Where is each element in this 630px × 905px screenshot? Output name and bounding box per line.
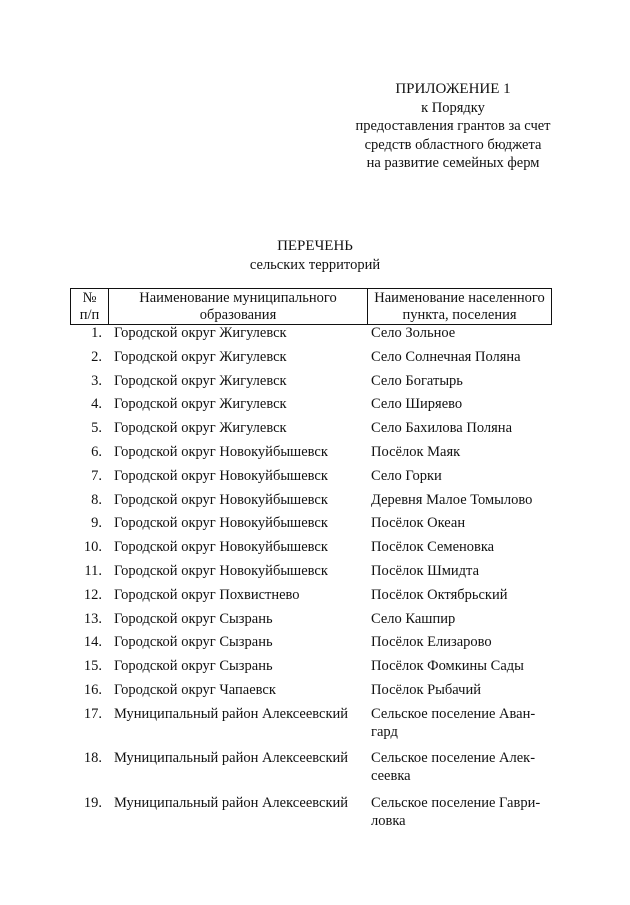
row-municipality: Городской округ Жигулевск	[114, 372, 287, 389]
title-main: ПЕРЕЧЕНЬ	[277, 238, 353, 254]
row-settlement: Посёлок Маяк	[371, 443, 461, 460]
row-number: 13.	[83, 610, 102, 627]
row-settlement: Село Зольное	[371, 325, 456, 341]
appendix-line: на развитие семейных ферм	[366, 155, 540, 171]
row-number: 14.	[83, 634, 102, 651]
row-settlement: Деревня Малое Томылово	[371, 491, 533, 508]
row-settlement: Село Солнечная Поляна	[371, 348, 521, 365]
row-municipality: Городской округ Новокуйбышевск	[114, 515, 328, 532]
row-number: 17.	[83, 705, 102, 722]
row-settlement: Село Бахилова Поляна	[371, 420, 512, 437]
row-number: 19.	[83, 794, 102, 811]
row-municipality: Городской округ Жигулевск	[114, 325, 287, 341]
row-municipality: Муниципальный район Алексеевский	[114, 794, 349, 811]
row-municipality: Городской округ Новокуйбышевск	[114, 539, 328, 556]
table-row	[70, 705, 560, 750]
row-settlement: Село Ширяево	[371, 396, 463, 413]
header-municipality	[108, 289, 367, 324]
row-number: 5.	[91, 420, 102, 437]
header-municipality-text: Наименование муниципального образования	[139, 290, 337, 323]
row-number: 15.	[83, 658, 102, 675]
row-settlement: Посёлок Рыбачий	[371, 681, 481, 698]
row-settlement: Село Кашпир	[371, 610, 456, 627]
header-settlement	[367, 289, 551, 324]
row-settlement: Посёлок Шмидта	[371, 562, 479, 579]
row-municipality: Городской округ Новокуйбышевск	[114, 491, 328, 508]
appendix-heading: ПРИЛОЖЕНИЕ 1	[395, 81, 511, 97]
row-municipality: Городской округ Жигулевск	[114, 396, 287, 413]
row-settlement: Посёлок Фомкины Сады	[371, 658, 524, 675]
table-row	[70, 419, 560, 443]
appendix-line: к Порядку	[421, 99, 485, 116]
row-number: 8.	[91, 491, 102, 508]
row-municipality: Городской округ Сызрань	[114, 658, 273, 675]
row-number: 12.	[83, 586, 102, 603]
table-row	[70, 491, 560, 515]
table-row	[70, 348, 560, 372]
table-body	[70, 324, 560, 838]
table-row	[70, 610, 560, 634]
row-municipality: Городской округ Жигулевск	[114, 348, 287, 365]
row-municipality: Городской округ Новокуйбышевск	[114, 562, 328, 579]
table-row	[70, 794, 560, 839]
row-municipality: Городской округ Новокуйбышевск	[114, 443, 328, 460]
row-number: 16.	[83, 681, 102, 698]
row-number: 9.	[91, 515, 102, 532]
table-row	[70, 749, 560, 794]
row-municipality: Городской округ Жигулевск	[114, 420, 287, 437]
row-settlement: Посёлок Семеновка	[371, 539, 495, 556]
table-row	[70, 562, 560, 586]
row-settlement: Посёлок Елизарово	[371, 634, 492, 651]
table-row	[70, 633, 560, 657]
row-number: 6.	[91, 443, 102, 460]
table-row	[70, 681, 560, 705]
table-row	[70, 443, 560, 467]
appendix-block	[330, 80, 576, 173]
table-row	[70, 324, 560, 348]
table-row	[70, 657, 560, 681]
row-settlement: Посёлок Октябрьский	[371, 586, 508, 603]
row-number: 18.	[83, 750, 102, 767]
appendix-line: предоставления грантов за счет	[355, 118, 551, 134]
table-row	[70, 538, 560, 562]
row-number: 3.	[91, 372, 102, 389]
row-municipality: Городской округ Сызрань	[114, 634, 273, 651]
title-sub: сельских территорий	[249, 257, 381, 273]
row-municipality: Городской округ Похвистнево	[114, 586, 300, 603]
row-number: 4.	[91, 396, 102, 413]
row-settlement: Сельское поселение Гаври- ловка	[371, 794, 541, 829]
row-number: 1.	[91, 325, 102, 341]
row-settlement: Село Горки	[371, 467, 442, 484]
header-number-text: № п/п	[79, 290, 100, 323]
row-settlement: Сельское поселение Алек- сеевка	[371, 750, 536, 785]
row-settlement: Сельское поселение Аван- гард	[371, 705, 536, 740]
appendix-line: средств областного бюджета	[364, 136, 542, 153]
table-row	[70, 514, 560, 538]
row-settlement: Посёлок Океан	[371, 515, 466, 532]
table-row	[70, 586, 560, 610]
header-number	[71, 289, 108, 324]
table-header	[70, 288, 552, 325]
row-settlement: Село Богатырь	[371, 372, 463, 389]
row-number: 2.	[91, 348, 102, 365]
row-municipality: Городской округ Сызрань	[114, 610, 273, 627]
row-municipality: Муниципальный район Алексеевский	[114, 750, 349, 767]
document-title	[200, 237, 430, 275]
table-row	[70, 467, 560, 491]
table-row	[70, 395, 560, 419]
row-number: 7.	[91, 467, 102, 484]
header-settlement-text: Наименование населенного пункта, поселения	[374, 290, 545, 323]
row-municipality: Городской округ Новокуйбышевск	[114, 467, 328, 484]
row-number: 11.	[84, 562, 102, 579]
row-municipality: Городской округ Чапаевск	[114, 681, 276, 698]
row-number: 10.	[83, 539, 102, 556]
row-municipality: Муниципальный район Алексеевский	[114, 705, 349, 722]
table-row	[70, 372, 560, 396]
